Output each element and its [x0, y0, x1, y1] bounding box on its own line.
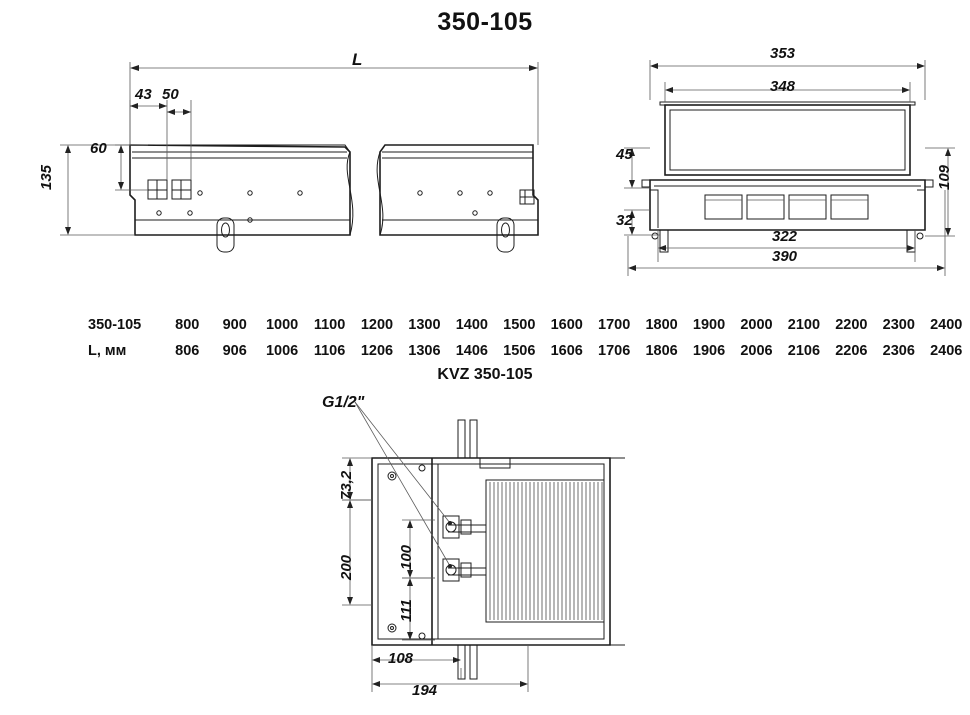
table-cell: 1106 [313, 343, 346, 359]
dim-135-label: 135 [38, 164, 55, 190]
dim-45-label: 45 [616, 146, 633, 163]
table-cell: 2206 [835, 343, 868, 359]
table-cell: 1906 [692, 343, 726, 359]
dim-200-label: 200 [338, 554, 355, 580]
table-cell: 1006 [265, 343, 299, 359]
table-row-model [0, 312, 970, 338]
table-cell: 1700 [598, 317, 631, 333]
table-cell: 900 [222, 317, 247, 333]
table-cell: 1706 [598, 343, 631, 359]
table-cell: 800 [175, 317, 200, 333]
top-view-drawing [280, 390, 970, 710]
dim-322-label: 322 [772, 228, 798, 245]
table-cell: 1306 [408, 343, 441, 359]
dim-73-2-label: 73,2 [338, 470, 355, 500]
length-table [0, 312, 970, 364]
dim-111-label: 111 [398, 599, 415, 622]
table-cell: 1806 [645, 343, 678, 359]
table-cell: 2006 [740, 343, 773, 359]
dim-390-label: 390 [772, 248, 798, 265]
front-view-drawing [20, 40, 620, 330]
table-cell: 1900 [692, 317, 726, 333]
table-cell: 1000 [265, 317, 299, 333]
table-cell: 806 [175, 343, 200, 359]
page-title: 350-105 [437, 8, 533, 36]
table-cell: 2106 [787, 343, 821, 359]
table-row-length [0, 338, 970, 364]
table-cell: 906 [222, 343, 247, 359]
table-cell: 2400 [930, 317, 963, 333]
section-title: KVZ 350-105 [437, 366, 533, 383]
table-row-model-label: 350-105 [88, 317, 142, 333]
dim-43-label: 43 [135, 86, 152, 103]
dim-348-label: 348 [770, 78, 796, 95]
table-cell: 2306 [882, 343, 915, 359]
dim-50-label: 50 [162, 86, 179, 103]
table-cell: 2000 [740, 317, 773, 333]
dim-108-label: 108 [388, 650, 414, 667]
dim-60-label: 60 [90, 140, 107, 157]
table-cell: 2300 [882, 317, 915, 333]
table-cell: 1300 [408, 317, 441, 333]
table-cell: 1606 [550, 343, 583, 359]
table-cell: 1800 [645, 317, 678, 333]
table-cell: 1600 [550, 317, 583, 333]
table-cell: 1400 [455, 317, 488, 333]
table-cell: 1100 [313, 317, 346, 333]
table-cell: 2100 [787, 317, 821, 333]
table-cell: 1506 [503, 343, 536, 359]
table-cell: 1200 [360, 317, 394, 333]
table-cell: 1406 [455, 343, 488, 359]
table-cell: 2200 [835, 317, 868, 333]
dim-100-label: 100 [398, 544, 415, 570]
dim-353-label: 353 [770, 45, 796, 62]
dim-109-label: 109 [936, 164, 953, 190]
table-cell: 2406 [930, 343, 963, 359]
dim-32-label: 32 [616, 212, 633, 229]
table-row-length-label: L, мм [88, 343, 127, 359]
table-cell: 1500 [503, 317, 536, 333]
thread-size-label: G1/2" [322, 394, 365, 411]
dim-194-label: 194 [412, 682, 438, 699]
dim-L-label: L [352, 50, 363, 69]
table-cell: 1206 [360, 343, 394, 359]
